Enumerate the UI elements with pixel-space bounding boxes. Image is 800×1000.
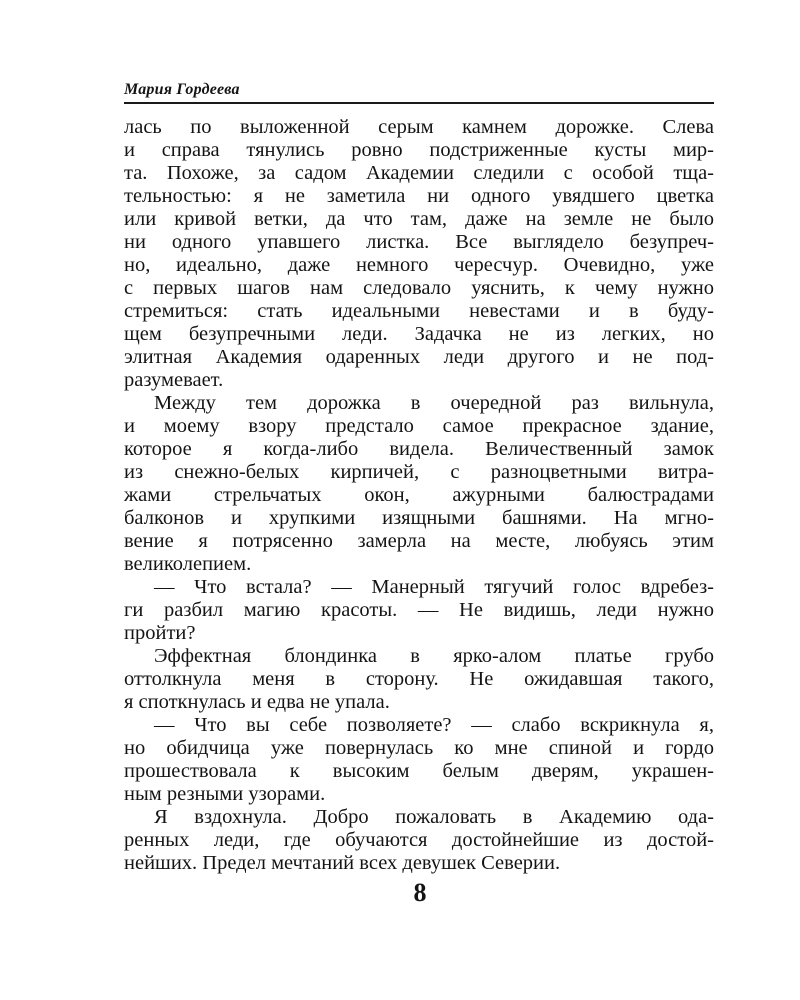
text-line: тельностью: я не заметила ни одного увядшего цветка — [124, 185, 714, 207]
text-line: с первых шагов нам следовало уяснить, к чему нужно — [124, 277, 714, 299]
text-line: из снежно-белых кирпичей, с разноцветными витра- — [124, 461, 714, 483]
text-line: пройти? — [124, 622, 196, 644]
text-line: или кривой ветки, да что там, даже на земле не было — [124, 208, 714, 230]
text-line: прошествовала к высоким белым дверям, украшен- — [124, 760, 714, 782]
page-text — [124, 116, 714, 875]
text-line: Я вздохнула. Добро пожаловать в Академию ода- — [154, 806, 714, 828]
text-line: но, идеально, даже немного чересчур. Очевидно, уже — [124, 254, 714, 276]
text-line: элитная Академия одаренных леди другого и не под- — [124, 346, 714, 368]
text-line: я споткнулась и едва не упала. — [124, 691, 390, 713]
running-header — [124, 80, 714, 104]
text-line: и моему взору предстало самое прекрасное здание, — [124, 415, 714, 437]
text-line: щем безупречными леди. Задачка не из легких, но — [124, 323, 714, 345]
text-line: жами стрельчатых окон, ажурными балюстрадами — [124, 484, 714, 506]
text-line: великолепием. — [124, 553, 252, 575]
text-line: ги разбил магию красоты. — Не видишь, леди нужно — [124, 599, 714, 621]
text-line: лась по выложенной серым камнем дорожке. Слева — [124, 116, 714, 138]
text-line: — Что вы себе позволяете? — слабо вскрикнула я, — [154, 714, 714, 736]
text-line: разумевает. — [124, 369, 224, 391]
author-name: Мария Гордеева — [124, 81, 240, 98]
text-line: и справа тянулись ровно подстриженные кусты мир- — [124, 139, 714, 161]
text-line: та. Похоже, за садом Академии следили с особой тща- — [124, 162, 714, 184]
text-line: ренных леди, где обучаются достойнейшие из достой- — [124, 829, 714, 851]
text-line: Эффектная блондинка в ярко-алом платье грубо — [154, 645, 714, 667]
text-line: нейших. Предел мечтаний всех девушек Северии. — [124, 852, 561, 874]
page-number: 8 — [413, 878, 427, 907]
text-line: стремиться: стать идеальными невестами и в буду- — [124, 300, 714, 322]
text-line: — Что встала? — Манерный тягучий голос вдребез- — [154, 576, 714, 598]
text-line: но обидчица уже повернулась ко мне спиной и гордо — [124, 737, 714, 759]
text-line: Между тем дорожка в очередной раз вильнула, — [154, 392, 714, 414]
text-line: ным резными узорами. — [124, 783, 326, 805]
text-line: оттолкнула меня в сторону. Не ожидавшая такого, — [124, 668, 714, 690]
text-line: которое я когда-либо видела. Величественный замок — [124, 438, 714, 460]
text-line: балконов и хрупкими изящными башнями. На мгно- — [124, 507, 714, 529]
text-line: вение я потрясенно замерла на месте, любуясь этим — [124, 530, 714, 552]
text-line: ни одного упавшего листка. Все выглядело безупреч- — [124, 231, 714, 253]
